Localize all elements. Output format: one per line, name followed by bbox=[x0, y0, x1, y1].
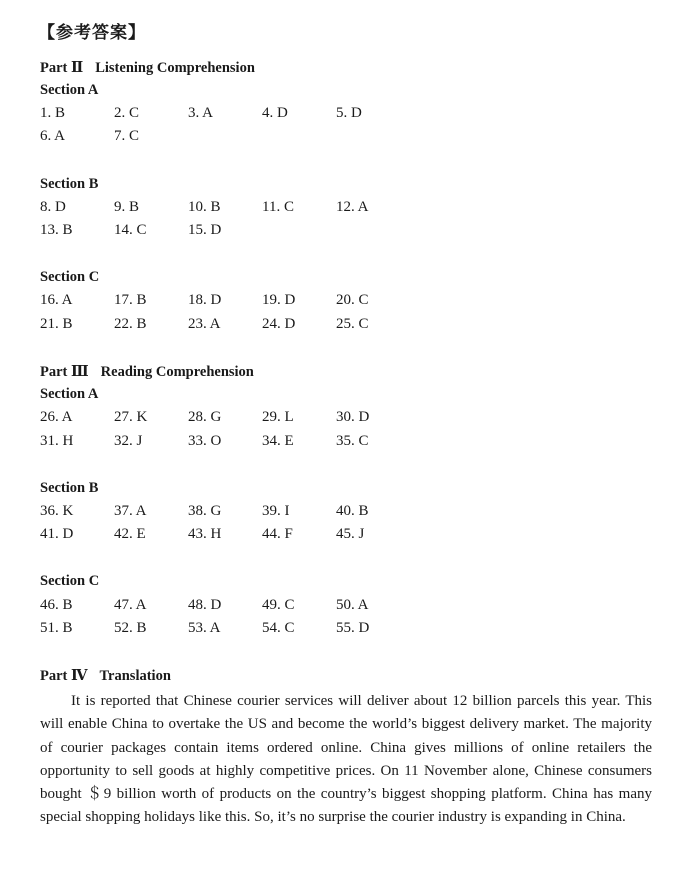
answer-item: 29. L bbox=[262, 409, 294, 425]
translation-paragraph: It is reported that Chinese courier services will deliver about 12 billion parcels this year. This will enable China to overtake the US and become the world’s biggest delivery market. The majority of courier packages contain items ordered online. China gives millions of online retailers the opportunity to sell goods at highly competitive prices. On 11 November alone, Chinese consumers bought ＄9 billion worth of products on the country’s biggest shopping platform. China has many special shopping holidays like this. So, it’s no surprise the courier industry is expanding in China. bbox=[40, 693, 652, 826]
answer-item: 23. A bbox=[188, 316, 221, 332]
answer-item: 50. A bbox=[336, 597, 369, 613]
part-2-name: Listening Comprehension bbox=[95, 60, 255, 76]
answer-item: 10. B bbox=[188, 199, 221, 215]
part-2-heading bbox=[40, 59, 255, 77]
answer-item: 17. B bbox=[114, 292, 147, 308]
answer-item: 55. D bbox=[336, 620, 370, 636]
section-heading: Section A bbox=[40, 386, 99, 402]
part-4-name: Translation bbox=[99, 668, 171, 684]
answer-item: 14. C bbox=[114, 222, 147, 238]
answer-item: 24. D bbox=[262, 316, 296, 332]
answer-item: 9. B bbox=[114, 199, 140, 215]
answer-item: 40. B bbox=[336, 503, 369, 519]
answer-item: 32. J bbox=[114, 433, 143, 449]
answer-item: 3. A bbox=[188, 105, 214, 121]
section-heading: Section B bbox=[40, 480, 99, 496]
answer-item: 8. D bbox=[40, 199, 66, 215]
section-heading: Section C bbox=[40, 573, 100, 589]
answer-item: 44. F bbox=[262, 526, 293, 542]
answer-item: 4. D bbox=[262, 105, 288, 121]
answer-item: 18. D bbox=[188, 292, 222, 308]
answer-item: 39. I bbox=[262, 503, 290, 519]
answer-item: 15. D bbox=[188, 222, 222, 238]
part-4-heading bbox=[40, 667, 171, 685]
answer-item: 20. C bbox=[336, 292, 369, 308]
answer-item: 31. H bbox=[40, 433, 74, 449]
answer-item: 34. E bbox=[262, 433, 294, 449]
section-heading: Section B bbox=[40, 176, 99, 192]
answer-item: 33. O bbox=[188, 433, 222, 449]
answer-item: 37. A bbox=[114, 503, 147, 519]
answer-item: 36. K bbox=[40, 503, 74, 519]
answer-item: 42. E bbox=[114, 526, 146, 542]
answer-item: 2. C bbox=[114, 105, 140, 121]
answer-item: 53. A bbox=[188, 620, 221, 636]
section-heading: Section A bbox=[40, 82, 99, 98]
part-3-label: Part Ⅲ bbox=[40, 364, 89, 380]
answer-item: 25. C bbox=[336, 316, 369, 332]
answer-item: 7. C bbox=[114, 128, 140, 144]
answer-item: 13. B bbox=[40, 222, 73, 238]
answer-item: 12. A bbox=[336, 199, 369, 215]
answer-item: 11. C bbox=[262, 199, 294, 215]
answer-item: 19. D bbox=[262, 292, 296, 308]
answer-item: 27. K bbox=[114, 409, 148, 425]
answer-item: 38. G bbox=[188, 503, 222, 519]
answer-item: 49. C bbox=[262, 597, 295, 613]
part-4-label: Part Ⅳ bbox=[40, 668, 88, 684]
answer-item: 30. D bbox=[336, 409, 370, 425]
answer-item: 41. D bbox=[40, 526, 74, 542]
answer-item: 45. J bbox=[336, 526, 365, 542]
answer-item: 54. C bbox=[262, 620, 295, 636]
part-2-label: Part Ⅱ bbox=[40, 60, 84, 76]
part-3-name: Reading Comprehension bbox=[100, 364, 254, 380]
part-3-heading bbox=[40, 363, 254, 381]
page-title: 【参考答案】 bbox=[38, 23, 146, 43]
answer-item: 46. B bbox=[40, 597, 73, 613]
answer-item: 35. C bbox=[336, 433, 369, 449]
answer-item: 16. A bbox=[40, 292, 73, 308]
answer-item: 48. D bbox=[188, 597, 222, 613]
answer-item: 5. D bbox=[336, 105, 362, 121]
answer-item: 1. B bbox=[40, 105, 66, 121]
answer-item: 51. B bbox=[40, 620, 73, 636]
answer-item: 52. B bbox=[114, 620, 147, 636]
answer-item: 43. H bbox=[188, 526, 222, 542]
answer-item: 6. A bbox=[40, 128, 66, 144]
section-heading: Section C bbox=[40, 269, 100, 285]
answer-item: 22. B bbox=[114, 316, 147, 332]
answer-item: 47. A bbox=[114, 597, 147, 613]
answer-item: 26. A bbox=[40, 409, 73, 425]
answer-item: 28. G bbox=[188, 409, 222, 425]
answer-item: 21. B bbox=[40, 316, 73, 332]
